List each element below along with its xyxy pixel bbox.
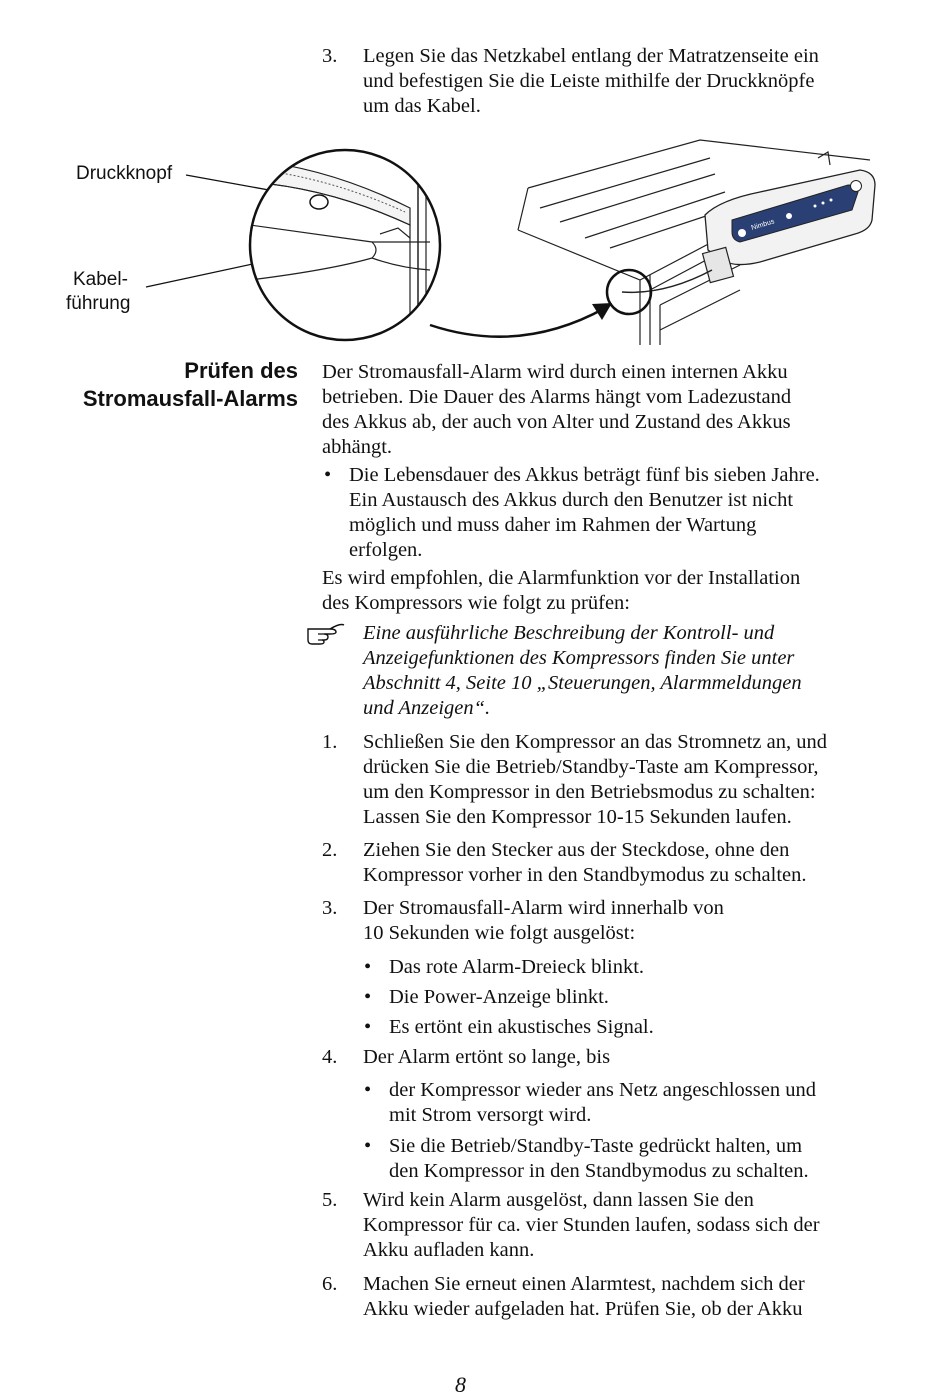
line: der Kompressor wieder ans Netz angeschlossen und	[389, 1079, 816, 1101]
callout-druckknopf: Druckknopf	[76, 163, 173, 184]
step-text	[363, 896, 883, 946]
step-text	[363, 730, 883, 830]
line: mit Strom versorgt wird.	[389, 1104, 592, 1126]
line: und Anzeigen“.	[363, 697, 491, 719]
line: erfolgen.	[349, 539, 423, 561]
intro-paragraph	[322, 360, 892, 460]
step-number: 3.	[322, 45, 338, 67]
line: Die Lebensdauer des Akkus beträgt fünf bis sieben Jahre.	[349, 464, 820, 486]
line: Ziehen Sie den Stecker aus der Steckdose, ohne den	[363, 839, 790, 861]
line: Der Stromausfall-Alarm wird innerhalb von	[363, 897, 724, 919]
step-text	[363, 838, 883, 888]
step-number: 4.	[322, 1046, 338, 1068]
line: betrieben. Die Dauer des Alarms hängt vom Ladezustand	[322, 386, 792, 408]
brand-label: Nimbus	[750, 218, 776, 232]
heading-line-1: Prüfen des	[184, 358, 298, 383]
line: Sie die Betrieb/Standby-Taste gedrückt halten, um	[389, 1135, 803, 1157]
bullet-dot: •	[364, 986, 372, 1008]
bullet-dot: •	[364, 1016, 372, 1038]
callout-kabel-2: führung	[66, 293, 131, 314]
hand-pointing-icon	[306, 621, 346, 645]
bullet-text	[349, 463, 849, 563]
step-text	[363, 1272, 883, 1322]
callout-kabel-1: Kabel-	[73, 269, 128, 290]
line: den Kompressor in den Standbymodus zu schalten.	[389, 1160, 809, 1182]
line: Kompressor vorher in den Standbymodus zu schalten.	[363, 864, 807, 886]
bullet-text: Die Power-Anzeige blinkt.	[389, 986, 609, 1008]
line: um den Kompressor in den Betriebsmodus zu schalten:	[363, 781, 816, 803]
bullet-text: Das rote Alarm-Dreieck blinkt.	[389, 956, 645, 978]
bullet-text	[389, 1134, 889, 1184]
line: Es wird empfohlen, die Alarmfunktion vor der Installation	[322, 567, 801, 589]
bullet-text: Es ertönt ein akustisches Signal.	[389, 1016, 654, 1038]
arrow-head	[592, 303, 612, 320]
step-text	[363, 44, 883, 119]
line: Eine ausführliche Beschreibung der Kontroll- und	[363, 622, 775, 644]
heading-line-2: Stromausfall-Alarms	[82, 386, 298, 411]
line: Der Alarm ertönt so lange, bis	[363, 1046, 611, 1068]
bullet-text	[389, 1078, 889, 1128]
line: um das Kabel.	[363, 95, 481, 117]
line: Machen Sie erneut einen Alarmtest, nachdem sich der	[363, 1273, 805, 1295]
bullet-dot: •	[364, 1135, 372, 1157]
step-number: 5.	[322, 1189, 338, 1211]
line: des Kompressors wie folgt zu prüfen:	[322, 592, 631, 614]
line: möglich und muss daher im Rahmen der Wartung	[349, 514, 757, 536]
line: Schließen Sie den Kompressor an das Stromnetz an, und	[363, 731, 828, 753]
arrow-line	[430, 308, 605, 337]
page-number: 8	[455, 1372, 466, 1397]
line: Der Stromausfall-Alarm wird durch einen internen Akku	[322, 361, 788, 383]
section-heading	[83, 357, 298, 413]
line: Legen Sie das Netzkabel entlang der Matratzenseite ein	[363, 45, 819, 67]
mattress-illustration	[0, 130, 950, 345]
bullet-dot: •	[364, 1079, 372, 1101]
line: Akku aufladen kann.	[363, 1239, 535, 1261]
recommendation-paragraph	[322, 566, 892, 616]
step-text	[363, 1045, 883, 1070]
line: Ein Austausch des Akkus durch den Benutzer ist nicht	[349, 489, 794, 511]
bullet-dot: •	[324, 464, 332, 486]
line: Kompressor für ca. vier Stunden laufen, sodass sich der	[363, 1214, 820, 1236]
line: Akku wieder aufgeladen hat. Prüfen Sie, ob der Akku	[363, 1298, 803, 1320]
press-stud	[310, 195, 328, 209]
line: und befestigen Sie die Leiste mithilfe der Druckknöpfe	[363, 70, 815, 92]
step-text	[363, 1188, 883, 1263]
step-number: 1.	[322, 731, 338, 753]
line: Wird kein Alarm ausgelöst, dann lassen Sie den	[363, 1189, 754, 1211]
bullet-dot: •	[364, 956, 372, 978]
step-number: 6.	[322, 1273, 338, 1295]
line: Abschnitt 4, Seite 10 „Steuerungen, Alarmmeldungen	[363, 672, 802, 694]
line: drücken Sie die Betrieb/Standby-Taste am Kompressor,	[363, 756, 819, 778]
line: 10 Sekunden wie folgt ausgelöst:	[363, 922, 636, 944]
step-number: 3.	[322, 897, 338, 919]
note-text	[363, 621, 893, 721]
line: Anzeigefunktionen des Kompressors finden Sie unter	[363, 647, 795, 669]
line: abhängt.	[322, 436, 393, 458]
step-number: 2.	[322, 839, 338, 861]
line: Lassen Sie den Kompressor 10-15 Sekunden laufen.	[363, 806, 792, 828]
line: des Akkus ab, der auch von Alter und Zustand des Akkus	[322, 411, 791, 433]
